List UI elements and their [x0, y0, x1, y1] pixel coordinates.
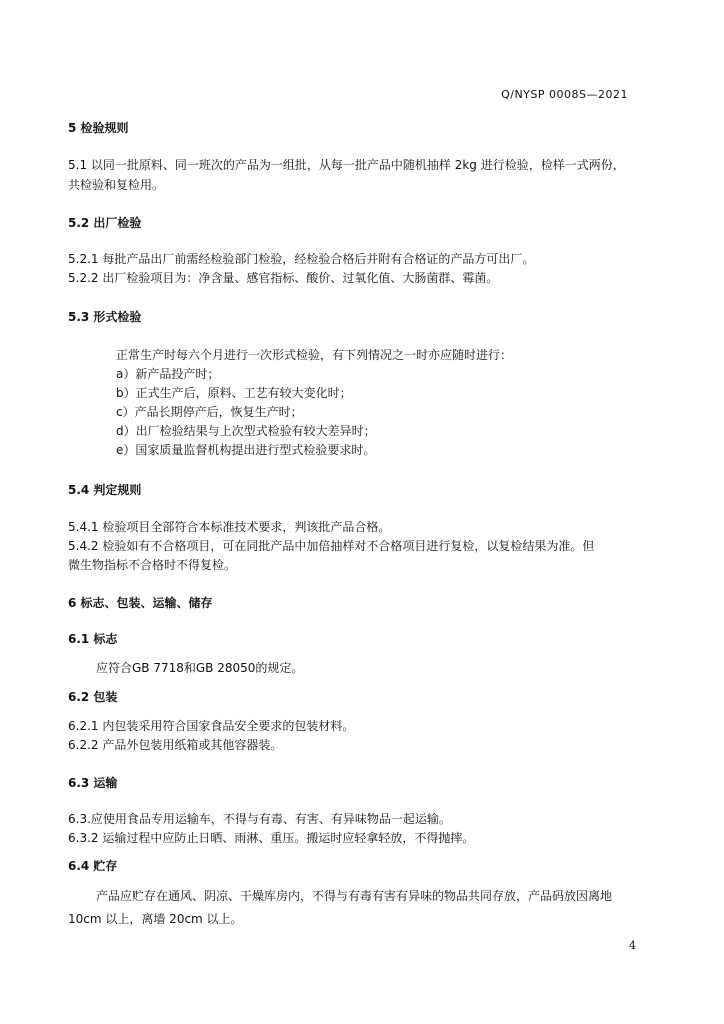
clause-5-1-line-1: 5.1 以同一批原料、同一班次的产品为一组批，从每一批产品中随机抽样 2kg 进行检验，检样一式两份，: [68, 158, 625, 172]
document-id: Q/NYSP 0008S—2021: [501, 88, 628, 101]
clause-5-2-1: 5.2.1 每批产品出厂前需经检验部门检验，经检验合格后并附有合格证的产品方可出厂。: [68, 252, 535, 266]
clause-6-4-line-1: 产品应贮存在通风、阴凉、干燥库房内，不得与有毒有害有异味的物品共同存放，产品码放因离地: [96, 889, 613, 903]
clause-6-3-2: 6.3.2 运输过程中应防止日晒、雨淋、重压。搬运时应轻拿轻放，不得抛摔。: [68, 831, 475, 845]
clause-6-2-heading: 6.2 包装: [68, 690, 118, 704]
clause-5-4-2-line-2: 微生物指标不合格时不得复检。: [68, 558, 237, 572]
list-item: c）产品长期停产后，恢复生产时；: [116, 405, 303, 419]
clause-5-4-1: 5.4.1 检验项目全部符合本标准技术要求，判该批产品合格。: [68, 520, 391, 534]
clause-5-2-2: 5.2.2 出厂检验项目为：净含量、感官指标、酸价、过氧化值、大肠菌群、霉菌。: [68, 271, 499, 285]
clause-6-1-heading: 6.1 标志: [68, 632, 118, 646]
page-number: 4: [629, 939, 636, 952]
clause-6-3-1: 6.3.应使用食品专用运输车，不得与有毒、有害、有异味物品一起运输。: [68, 812, 451, 826]
clause-5-3-heading: 5.3 形式检验: [68, 310, 142, 324]
clause-5-3-intro: 正常生产时每六个月进行一次形式检验，有下列情况之一时亦应随时进行：: [116, 348, 513, 362]
list-item: a）新产品投产时；: [116, 367, 220, 381]
clause-5-4-heading: 5.4 判定规则: [68, 483, 142, 497]
list-item: d）出厂检验结果与上次型式检验有较大差异时；: [116, 424, 376, 438]
list-item: b）正式生产后，原料、工艺有较大变化时；: [116, 386, 352, 400]
clause-5-4-2-line-1: 5.4.2 检验如有不合格项目，可在同批产品中加倍抽样对不合格项目进行复检，以复检结果为准。但: [68, 539, 595, 553]
clause-6-2-2: 6.2.2 产品外包装用纸箱或其他容器装。: [68, 738, 283, 752]
clause-6-4-heading: 6.4 贮存: [68, 859, 118, 873]
list-item: e）国家质量监督机构提出进行型式检验要求时。: [116, 443, 376, 457]
clause-5-2-heading: 5.2 出厂检验: [68, 216, 142, 230]
section-5-heading: 5 检验规则: [68, 121, 129, 135]
clause-6-4-line-2: 10cm 以上，离墙 20cm 以上。: [68, 912, 243, 926]
clause-6-3-heading: 6.3 运输: [68, 776, 118, 790]
section-6-heading: 6 标志、包装、运输、储存: [68, 596, 213, 610]
clause-6-2-1: 6.2.1 内包装采用符合国家食品安全要求的包装材料。: [68, 719, 355, 733]
clause-6-1-text: 应符合GB 7718和GB 28050的规定。: [96, 661, 304, 675]
clause-5-1-line-2: 共检验和复检用。: [68, 178, 165, 192]
